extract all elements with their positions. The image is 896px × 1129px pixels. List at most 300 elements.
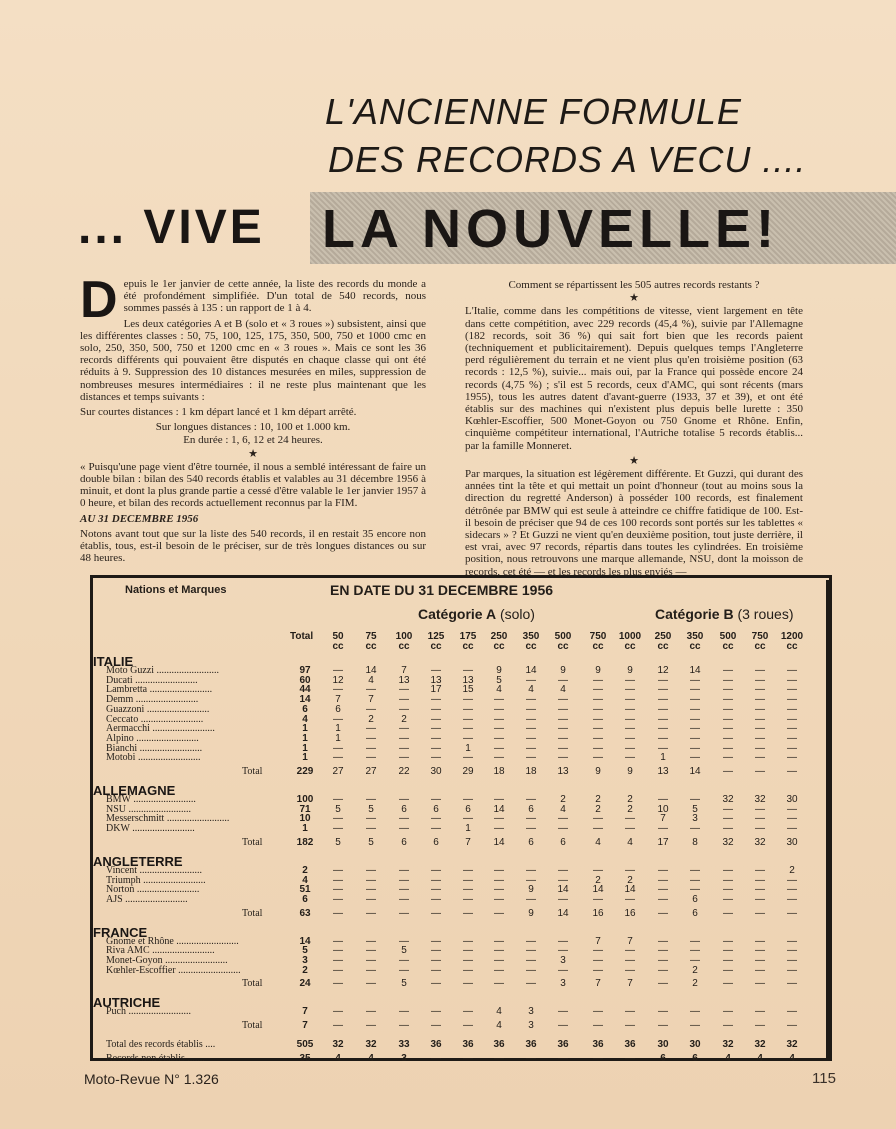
brand-name: Gnome et Rhône .........................	[106, 935, 239, 947]
table-cell: 3	[528, 1006, 534, 1018]
headline-line-2: DES RECORDS A VECU ....	[328, 139, 807, 180]
non-etablis-cell: —	[526, 1053, 536, 1065]
table-cell: 5	[335, 803, 341, 815]
table-cell: —	[366, 794, 376, 805]
class-header: 1200	[780, 631, 804, 642]
grand-total-cell: 32	[365, 1039, 377, 1051]
table-cell: —	[494, 874, 504, 886]
table-cell: —	[399, 935, 409, 947]
headline-line-1: L'ANCIENNE FORMULE	[325, 91, 742, 132]
table-cell: —	[526, 874, 536, 886]
class-unit: cc	[398, 641, 410, 652]
nation-total-cell: —	[333, 907, 343, 919]
table-cell: —	[658, 794, 668, 805]
brand-name: Messerschmitt .........................	[106, 813, 230, 825]
table-cell: —	[333, 935, 343, 947]
class-unit: cc	[365, 641, 377, 652]
right-paragraph-1: Comment se répartissent les 505 autres records restants ?	[508, 279, 760, 291]
table-cell: —	[755, 893, 765, 905]
table-cell: 32	[754, 794, 766, 805]
nation-total-cell: 6	[401, 836, 407, 848]
nation-total-cell: —	[755, 978, 765, 990]
table-cell: 1	[335, 723, 341, 735]
table-cell: —	[787, 945, 797, 957]
table-cell: 7	[401, 665, 407, 676]
nation-total-cell: 14	[557, 907, 569, 919]
brand-name: Bianchi .........................	[106, 742, 203, 754]
table-cell: 6	[302, 893, 308, 905]
table-cell: —	[399, 742, 409, 754]
table-cell: —	[755, 864, 765, 876]
table-cell: —	[755, 674, 765, 686]
table-cell: —	[526, 864, 536, 876]
nation-total-cell: 9	[627, 766, 633, 777]
nation-total-cell: —	[463, 978, 473, 990]
table-cell: —	[755, 723, 765, 735]
table-cell: —	[463, 713, 473, 725]
table-cell: —	[463, 893, 473, 905]
table-cell: —	[658, 955, 668, 966]
right-paragraph-3: Par marques, la situation est légèrement différente. Et Guzzi, qui durant des années tint la tête et qui mettait un point d'honneur (tout au moins sous la direction du regretté Anderson) à posséder 100 records, est finalement détrônée par BMW qui est seule à atteindre ce chiffre fatidique de 100. Est-il besoin de préciser que 94 de ces 100 records sont portés sur les tablettes « sidecars » ? Et Guzzi ne vient qu'en deuxième position, tout juste derrière, il est vrai, avec 97 records, répartis dans toutes les cylindrées. En troisième position, nous retrouvons une marque allemande, NSU, dont la moisson de records, cet été — et les records les plus enviés —	[465, 468, 803, 578]
nation-total-cell: 182	[296, 836, 314, 848]
nation-total-cell: 6	[433, 836, 439, 848]
table-cell: —	[366, 684, 376, 696]
table-cell: —	[431, 665, 441, 676]
table-cell: —	[658, 742, 668, 754]
table-cell: —	[494, 935, 504, 947]
table-cell: —	[593, 752, 603, 764]
table-cell: 14	[493, 803, 505, 815]
table-cell: —	[787, 935, 797, 947]
table-cell: —	[755, 803, 765, 815]
table-cell: —	[755, 935, 765, 947]
table-corner-label: Nations et Marques	[125, 584, 227, 596]
headline-vive: ... VIVE	[78, 201, 265, 254]
grand-total-label: Total des records établis ....	[106, 1039, 216, 1051]
nation-total-label: Total	[242, 1020, 263, 1032]
nation-total-cell: —	[526, 978, 536, 990]
grand-total-cell: 32	[722, 1039, 734, 1051]
table-cell: —	[593, 864, 603, 876]
table-cell: 5	[368, 803, 374, 815]
nation-total-label: Total	[242, 907, 263, 919]
nation-total-cell: —	[755, 907, 765, 919]
table-cell: —	[690, 713, 700, 725]
table-cell: —	[558, 864, 568, 876]
table-cell: 1	[660, 752, 666, 764]
table-cell: —	[690, 742, 700, 754]
nation-total-cell: 32	[754, 836, 766, 848]
table-cell: —	[755, 703, 765, 715]
table-cell: —	[723, 823, 733, 835]
nation-total-cell: 4	[627, 836, 633, 848]
brand-name: Ducati .........................	[106, 674, 198, 686]
nation-heading: AUTRICHE	[93, 995, 161, 1011]
table-cell: —	[463, 732, 473, 744]
nation-total-cell: 29	[462, 766, 474, 777]
table-cell: —	[787, 674, 797, 686]
nation-total-cell: —	[333, 978, 343, 990]
table-cell: —	[690, 674, 700, 686]
table-cell: —	[558, 723, 568, 735]
table-cell: —	[399, 684, 409, 696]
table-cell: 12	[657, 665, 669, 676]
nation-total-cell: —	[431, 907, 441, 919]
brand-name: Vincent .........................	[106, 864, 203, 876]
table-cell: —	[690, 945, 700, 957]
table-cell: —	[366, 864, 376, 876]
table-cell: —	[463, 694, 473, 706]
table-cell: 1	[465, 823, 471, 835]
table-cell: —	[558, 752, 568, 764]
table-cell: —	[494, 864, 504, 876]
class-header: 750	[589, 631, 607, 642]
table-cell: —	[658, 694, 668, 706]
class-unit: cc	[754, 641, 766, 652]
table-cell: 15	[462, 684, 474, 696]
nation-total-cell: —	[625, 1020, 635, 1032]
table-cell: —	[399, 694, 409, 706]
table-cell: —	[494, 694, 504, 706]
table-title: EN DATE DU 31 DECEMBRE 1956	[330, 582, 554, 598]
table-cell: —	[787, 823, 797, 835]
table-cell: —	[431, 893, 441, 905]
table-cell: 14	[299, 694, 311, 706]
class-unit: cc	[722, 641, 734, 652]
table-cell: —	[333, 893, 343, 905]
non-etablis-cell: 6	[660, 1053, 666, 1065]
table-cell: —	[463, 665, 473, 676]
table-cell: —	[593, 813, 603, 825]
category-b-name: Catégorie B	[655, 606, 734, 622]
table-cell: 9	[528, 884, 534, 896]
table-cell: —	[333, 1006, 343, 1018]
table-cell: —	[558, 874, 568, 886]
table-cell: —	[755, 874, 765, 886]
table-cell: 2	[789, 864, 795, 876]
table-cell: —	[625, 893, 635, 905]
grand-total-cell: 36	[592, 1039, 604, 1051]
table-cell: —	[494, 884, 504, 896]
table-cell: —	[558, 813, 568, 825]
table-cell: —	[723, 1006, 733, 1018]
table-cell: —	[558, 893, 568, 905]
non-etablis-cell: 4	[335, 1053, 341, 1065]
table-cell: 14	[624, 884, 636, 896]
non-etablis-cell: —	[463, 1053, 473, 1065]
brand-name: Alpino .........................	[106, 732, 199, 744]
table-cell: —	[526, 794, 536, 805]
left-column	[80, 271, 426, 567]
table-cell: —	[787, 813, 797, 825]
table-cell: —	[399, 823, 409, 835]
class-header: 250	[654, 631, 672, 642]
table-cell: —	[526, 955, 536, 966]
nation-total-cell: —	[723, 1020, 733, 1032]
brand-name: NSU .........................	[106, 803, 192, 815]
table-cell: 2	[302, 864, 308, 876]
nation-total-cell: 229	[296, 766, 314, 777]
table-cell: —	[625, 694, 635, 706]
category-a-label	[418, 606, 535, 622]
table-cell: —	[787, 874, 797, 886]
table-cell: —	[723, 803, 733, 815]
table-cell: —	[755, 684, 765, 696]
nation-total-cell: —	[366, 1020, 376, 1032]
table-cell: 2	[692, 964, 698, 976]
class-header: 1000	[618, 631, 642, 642]
table-cell: 2	[401, 713, 407, 725]
nation-total-cell: 6	[560, 836, 566, 848]
table-cell: —	[366, 732, 376, 744]
nation-total-cell: 63	[299, 907, 311, 919]
table-cell: —	[333, 752, 343, 764]
table-cell: —	[625, 723, 635, 735]
table-cell: 4	[302, 713, 308, 725]
table-cell: 1	[302, 752, 308, 764]
table-cell: 9	[560, 665, 566, 676]
table-cell: —	[431, 794, 441, 805]
class-unit: cc	[332, 641, 344, 652]
nation-total-cell: —	[431, 1020, 441, 1032]
table-cell: —	[787, 723, 797, 735]
table-cell: 2	[627, 794, 633, 805]
nation-total-label: Total	[242, 978, 263, 990]
table-cell: 3	[302, 955, 308, 966]
table-cell: —	[558, 732, 568, 744]
nation-total-label: Total	[242, 836, 263, 848]
nation-total-cell: 16	[624, 907, 636, 919]
nation-total-cell: 16	[592, 907, 604, 919]
class-unit: cc	[657, 641, 669, 652]
page-number: 115	[812, 1070, 836, 1087]
table-cell: 2	[595, 803, 601, 815]
nation-total-cell: 3	[560, 978, 566, 990]
table-cell: —	[399, 703, 409, 715]
table-cell: —	[558, 674, 568, 686]
nation-total-cell: —	[333, 1020, 343, 1032]
table-cell: —	[755, 813, 765, 825]
non-etablis-cell: 35	[299, 1053, 311, 1065]
table-cell: —	[463, 945, 473, 957]
table-cell: —	[399, 884, 409, 896]
class-header: 250	[490, 631, 508, 642]
table-cell: —	[658, 874, 668, 886]
table-cell: —	[625, 964, 635, 976]
table-cell: —	[333, 794, 343, 805]
table-cell: —	[494, 823, 504, 835]
total-header: Total	[290, 631, 314, 642]
table-cell: 5	[302, 945, 308, 957]
table-cell: 1	[302, 732, 308, 744]
grand-total-cell: 36	[525, 1039, 537, 1051]
table-cell: —	[494, 703, 504, 715]
table-cell: —	[787, 1006, 797, 1018]
table-cell: —	[658, 893, 668, 905]
table-cell: —	[431, 964, 441, 976]
table-cell: —	[558, 945, 568, 957]
nation-total-cell: —	[658, 978, 668, 990]
table-cell: —	[723, 674, 733, 686]
table-cell: —	[625, 864, 635, 876]
nation-total-cell: 4	[595, 836, 601, 848]
grand-total-cell: 30	[657, 1039, 669, 1051]
table-cell: —	[723, 955, 733, 966]
table-cell: 4	[496, 684, 502, 696]
table-cell: —	[399, 723, 409, 735]
table-cell: —	[755, 823, 765, 835]
nation-total-cell: 6	[528, 836, 534, 848]
table-cell: 7	[660, 813, 666, 825]
table-cell: —	[593, 713, 603, 725]
table-cell: 3	[692, 813, 698, 825]
table-cell: —	[755, 945, 765, 957]
table-cell: 97	[299, 665, 311, 676]
nation-total-label: Total	[242, 766, 263, 777]
brand-name: Puch .........................	[106, 1006, 191, 1018]
table-cell: 2	[560, 794, 566, 805]
brand-name: Kœhler-Escoffier .........................	[106, 964, 241, 976]
brand-name: Guazzoni .........................	[106, 703, 210, 715]
table-cell: —	[431, 874, 441, 886]
class-unit: cc	[493, 641, 505, 652]
magazine-footer: Moto-Revue N° 1.326	[84, 1071, 219, 1087]
table-cell: —	[723, 703, 733, 715]
brand-name: BMW .........................	[106, 794, 196, 805]
table-cell: —	[658, 674, 668, 686]
star-separator: ★	[629, 292, 639, 305]
table-cell: —	[658, 723, 668, 735]
table-cell: —	[333, 684, 343, 696]
table-cell: 13	[398, 674, 410, 686]
table-cell: —	[366, 955, 376, 966]
table-cell: —	[526, 742, 536, 754]
table-cell: —	[333, 813, 343, 825]
headline-la-nouvelle: LA NOUVELLE!	[322, 199, 779, 259]
brand-name: Triumph .........................	[106, 874, 206, 886]
table-cell: —	[366, 823, 376, 835]
table-cell: —	[431, 884, 441, 896]
table-cell: 9	[595, 665, 601, 676]
table-cell: 71	[299, 803, 311, 815]
table-cell: —	[690, 864, 700, 876]
table-cell: 2	[368, 713, 374, 725]
table-cell: —	[333, 955, 343, 966]
table-cell: 6	[401, 803, 407, 815]
table-cell: —	[755, 884, 765, 896]
table-cell: —	[526, 674, 536, 686]
table-cell: —	[526, 723, 536, 735]
table-cell: 1	[335, 732, 341, 744]
table-cell: —	[431, 703, 441, 715]
table-cell: —	[723, 723, 733, 735]
nation-total-cell: 6	[692, 907, 698, 919]
table-cell: —	[463, 813, 473, 825]
table-cell: 9	[496, 665, 502, 676]
table-cell: —	[463, 1006, 473, 1018]
nation-total-cell: 7	[302, 1020, 308, 1032]
table-cell: —	[399, 813, 409, 825]
table-cell: 2	[627, 803, 633, 815]
table-cell: —	[723, 665, 733, 676]
table-cell: 4	[528, 684, 534, 696]
table-cell: —	[558, 713, 568, 725]
table-cell: —	[625, 713, 635, 725]
table-cell: —	[658, 945, 668, 957]
table-cell: 7	[627, 935, 633, 947]
nation-total-cell: 13	[657, 766, 669, 777]
nation-total-cell: 5	[401, 978, 407, 990]
table-cell: 60	[299, 674, 311, 686]
left-paragraph-4: Sur longues distances : 10, 100 et 1.000 km.	[155, 421, 351, 434]
class-unit: cc	[592, 641, 604, 652]
non-etablis-cell: —	[593, 1053, 603, 1065]
table-cell: 6	[692, 893, 698, 905]
grand-total-cell: 36	[430, 1039, 442, 1051]
table-cell: —	[593, 674, 603, 686]
table-cell: —	[366, 723, 376, 735]
table-cell: —	[787, 752, 797, 764]
category-a-name: Catégorie A	[418, 606, 497, 622]
table-cell: —	[787, 893, 797, 905]
table-cell: —	[494, 752, 504, 764]
table-cell: —	[723, 752, 733, 764]
table-cell: —	[333, 742, 343, 754]
table-cell: 100	[296, 794, 314, 805]
brand-name: DKW .........................	[106, 823, 195, 835]
table-cell: 7	[302, 1006, 308, 1018]
table-cell: —	[526, 732, 536, 744]
table-cell: —	[787, 803, 797, 815]
table-cell: —	[431, 813, 441, 825]
table-cell: —	[333, 864, 343, 876]
brand-name: Demm .........................	[106, 694, 199, 706]
table-cell: —	[690, 752, 700, 764]
nation-total-cell: —	[723, 766, 733, 777]
table-cell: 6	[335, 703, 341, 715]
table-cell: —	[558, 694, 568, 706]
table-cell: —	[366, 874, 376, 886]
table-cell: —	[399, 955, 409, 966]
nation-total-cell: —	[787, 766, 797, 777]
category-b-label	[655, 606, 794, 622]
left-paragraph-3: Sur courtes distances : 1 km départ lancé et 1 km départ arrêté.	[80, 406, 357, 419]
table-cell: —	[333, 945, 343, 957]
grand-total-cell: 32	[754, 1039, 766, 1051]
table-cell: 12	[332, 674, 344, 686]
nation-total-cell: —	[494, 907, 504, 919]
table-cell: —	[593, 723, 603, 735]
class-header: 350	[686, 631, 704, 642]
table-cell: —	[787, 694, 797, 706]
nation-total-cell: 14	[689, 766, 701, 777]
table-cell: —	[431, 945, 441, 957]
table-cell: —	[723, 713, 733, 725]
table-cell: —	[723, 742, 733, 754]
class-unit: cc	[430, 641, 442, 652]
table-cell: —	[399, 794, 409, 805]
table-cell: —	[625, 955, 635, 966]
table-cell: —	[690, 703, 700, 715]
table-cell: —	[658, 732, 668, 744]
dropcap: D	[80, 271, 118, 329]
table-cell: —	[723, 684, 733, 696]
table-cell: —	[625, 823, 635, 835]
table-cell: —	[625, 742, 635, 754]
table-cell: 10	[299, 813, 311, 825]
table-cell: —	[494, 945, 504, 957]
table-cell: 1	[302, 742, 308, 754]
